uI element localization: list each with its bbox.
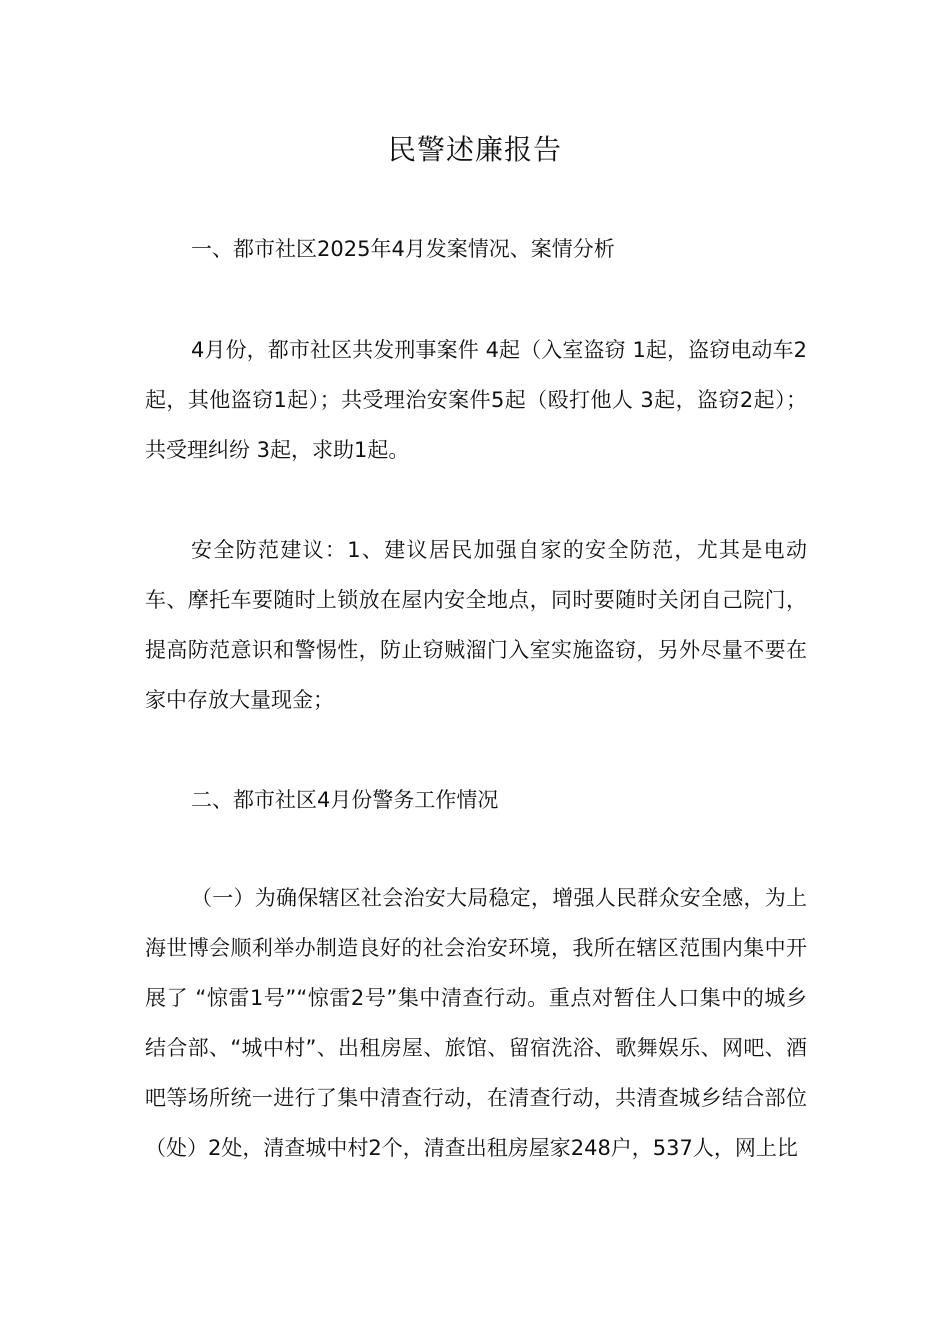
section-heading-1: 一、都市社区2025年4月发案情况、案情分析 [191,237,615,261]
paragraph-safety-advice: 安全防范建议：1、建议居民加强自家的安全防范，尤其是电动车、摩托车要随时上锁放在屋内安全地点，同时要随时关闭自己院门，提高防范意识和警惕性，防止窃贼溜门入室实施盗窃，另外尽量不要在家中存放大量现金； [145,538,807,712]
paragraph-police-work: （一）为确保辖区社会治安大局稳定，增强人民群众安全感，为上海世博会顺利举办制造良好的社会治安环境，我所在辖区范围内集中开展了 “惊雷1号”“惊雷2号”集中清查行动。重点对暂住人口集中的城乡结合部、“城中村”、出租房屋、旅馆、留宿洗浴、歌舞娱乐、网吧、酒吧等场所统一进行了集中清查行动，在清查行动，共清查城乡结合部位（处）2处，清查城中村2个，清查出租房屋家248户，537人，网上比 [145,886,807,1160]
document-title: 民警述廉报告 [387,133,562,166]
paragraph-case-summary: 4月份，都市社区共发刑事案件 4起（入室盗窃 1起，盗窃电动车2起，其他盗窃1起）；共受理治安案件5起（殴打他人 3起，盗窃2起）；共受理纠纷 3起，求助1起。 [145,338,807,462]
section-heading-2: 二、都市社区4月份警务工作情况 [191,788,499,812]
